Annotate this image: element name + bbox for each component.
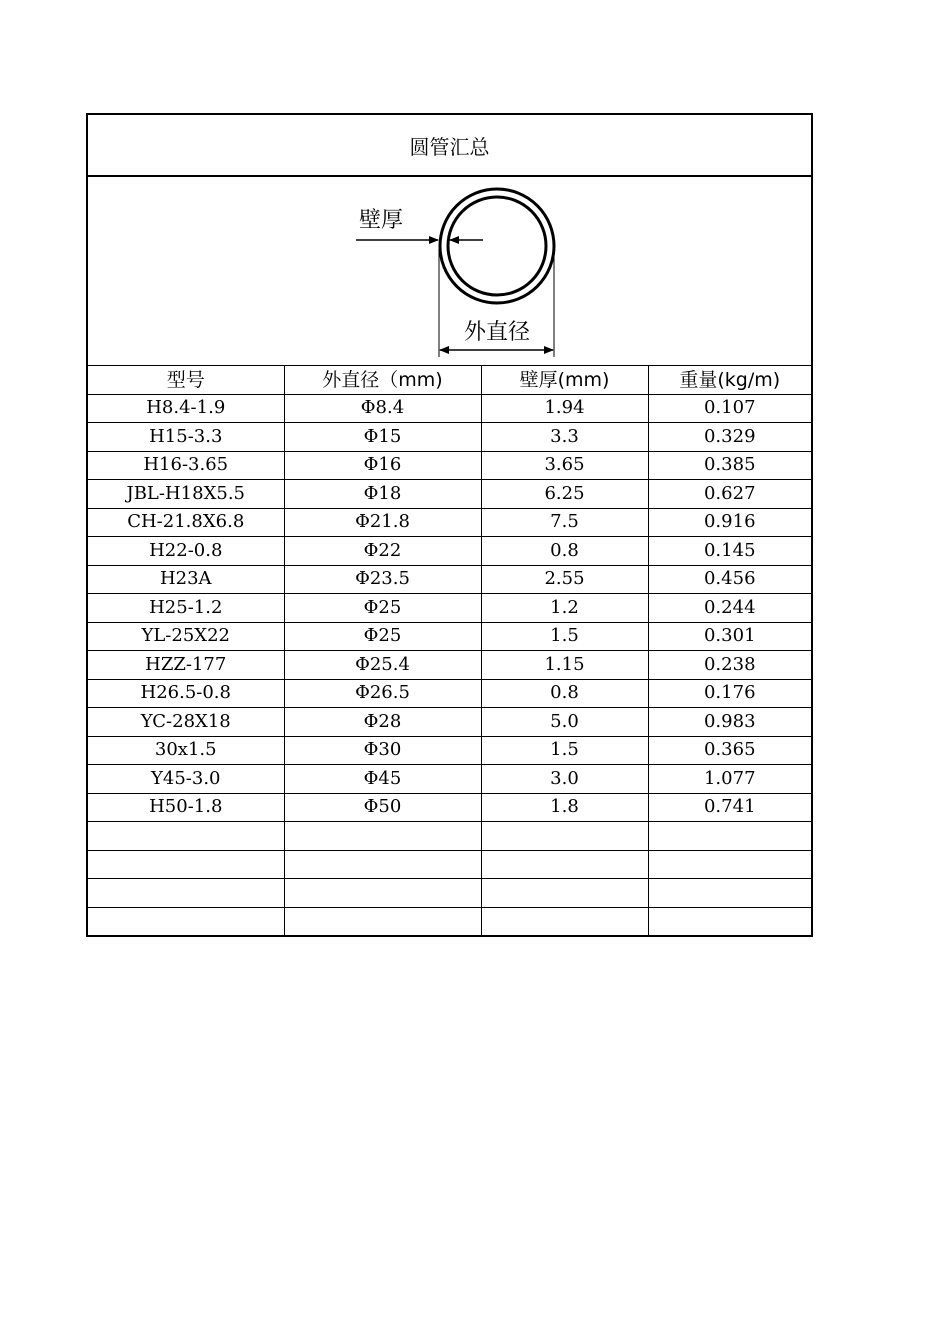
cell-wall-thickness: 3.0 [481,765,648,794]
cell-outer-diameter: Φ18 [284,480,481,509]
table-row [88,793,811,822]
cell-outer-diameter [284,822,481,851]
pipe-inner-circle [448,197,546,295]
cell-wall-thickness: 1.8 [481,793,648,822]
cell-wall-thickness: 1.5 [481,736,648,765]
table-row [88,651,811,680]
header-outer-diameter: 外直径（mm) [284,366,481,394]
cell-outer-diameter [284,850,481,879]
table-row [88,879,811,908]
cell-wall-thickness [481,907,648,935]
cell-outer-diameter: Φ28 [284,708,481,737]
table-row [88,537,811,566]
cell-wall-thickness: 0.8 [481,537,648,566]
table-row [88,736,811,765]
cell-outer-diameter [284,907,481,935]
cell-model: H26.5-0.8 [88,679,284,708]
wall-thickness-label: 壁厚 [358,208,404,233]
table-row [88,594,811,623]
table-row [88,451,811,480]
table-row [88,822,811,851]
cell-outer-diameter: Φ25 [284,622,481,651]
cell-model: JBL-H18X5.5 [88,480,284,509]
cell-weight: 0.385 [648,451,811,480]
cell-model: H8.4-1.9 [88,394,284,423]
cell-model: H16-3.65 [88,451,284,480]
cell-model: Y45-3.0 [88,765,284,794]
cell-model: YC-28X18 [88,708,284,737]
cell-wall-thickness [481,879,648,908]
cell-model: H50-1.8 [88,793,284,822]
cell-weight: 0.329 [648,423,811,452]
table-row [88,850,811,879]
table-row [88,765,811,794]
header-wall-thickness: 壁厚(mm) [481,366,648,394]
table-row [88,565,811,594]
cell-outer-diameter: Φ21.8 [284,508,481,537]
cell-model: H25-1.2 [88,594,284,623]
cell-outer-diameter: Φ16 [284,451,481,480]
cell-wall-thickness [481,822,648,851]
cell-weight [648,850,811,879]
cell-model [88,879,284,908]
header-weight: 重量(kg/m) [648,366,811,394]
cell-wall-thickness: 3.65 [481,451,648,480]
outer-diameter-label: 外直径 [463,320,531,345]
cell-weight: 0.365 [648,736,811,765]
cell-weight: 0.627 [648,480,811,509]
cell-model: H15-3.3 [88,423,284,452]
cell-model: H23A [88,565,284,594]
cell-weight [648,907,811,935]
cell-weight: 0.107 [648,394,811,423]
table-row [88,622,811,651]
cell-outer-diameter: Φ22 [284,537,481,566]
cell-outer-diameter: Φ25 [284,594,481,623]
cell-wall-thickness: 0.8 [481,679,648,708]
cell-outer-diameter: Φ50 [284,793,481,822]
table-row [88,480,811,509]
pipe-cross-section-svg [88,177,811,365]
cell-weight: 0.301 [648,622,811,651]
cell-weight [648,879,811,908]
cell-weight: 0.238 [648,651,811,680]
pipe-diagram [88,177,811,366]
cell-outer-diameter [284,879,481,908]
table-row [88,508,811,537]
cell-outer-diameter: Φ25.4 [284,651,481,680]
cell-model: 30x1.5 [88,736,284,765]
cell-outer-diameter: Φ15 [284,423,481,452]
cell-outer-diameter: Φ23.5 [284,565,481,594]
cell-wall-thickness: 5.0 [481,708,648,737]
cell-weight: 0.983 [648,708,811,737]
cell-wall-thickness [481,850,648,879]
cell-model [88,822,284,851]
cell-weight [648,822,811,851]
cell-wall-thickness: 1.15 [481,651,648,680]
cell-wall-thickness: 6.25 [481,480,648,509]
cell-weight: 0.916 [648,508,811,537]
cell-weight: 0.145 [648,537,811,566]
cell-wall-thickness: 1.94 [481,394,648,423]
cell-outer-diameter: Φ8.4 [284,394,481,423]
cell-wall-thickness: 7.5 [481,508,648,537]
table-row [88,679,811,708]
cell-model: H22-0.8 [88,537,284,566]
cell-outer-diameter: Φ45 [284,765,481,794]
table-row [88,708,811,737]
cell-wall-thickness: 2.55 [481,565,648,594]
sheet-title: 圆管汇总 [88,115,811,177]
cell-wall-thickness: 1.2 [481,594,648,623]
pipe-outer-circle [440,189,554,303]
pipe-table [88,366,811,935]
cell-weight: 0.176 [648,679,811,708]
cell-weight: 1.077 [648,765,811,794]
table-row [88,907,811,935]
cell-outer-diameter: Φ30 [284,736,481,765]
cell-model: CH-21.8X6.8 [88,508,284,537]
cell-weight: 0.244 [648,594,811,623]
table-row [88,394,811,423]
table-header-row [88,366,811,394]
cell-model [88,850,284,879]
cell-wall-thickness: 1.5 [481,622,648,651]
cell-outer-diameter: Φ26.5 [284,679,481,708]
cell-model: YL-25X22 [88,622,284,651]
cell-weight: 0.456 [648,565,811,594]
cell-model: HZZ-177 [88,651,284,680]
cell-wall-thickness: 3.3 [481,423,648,452]
cell-model [88,907,284,935]
header-model: 型号 [88,366,284,394]
pipe-summary-sheet [86,113,813,937]
table-row [88,423,811,452]
cell-weight: 0.741 [648,793,811,822]
